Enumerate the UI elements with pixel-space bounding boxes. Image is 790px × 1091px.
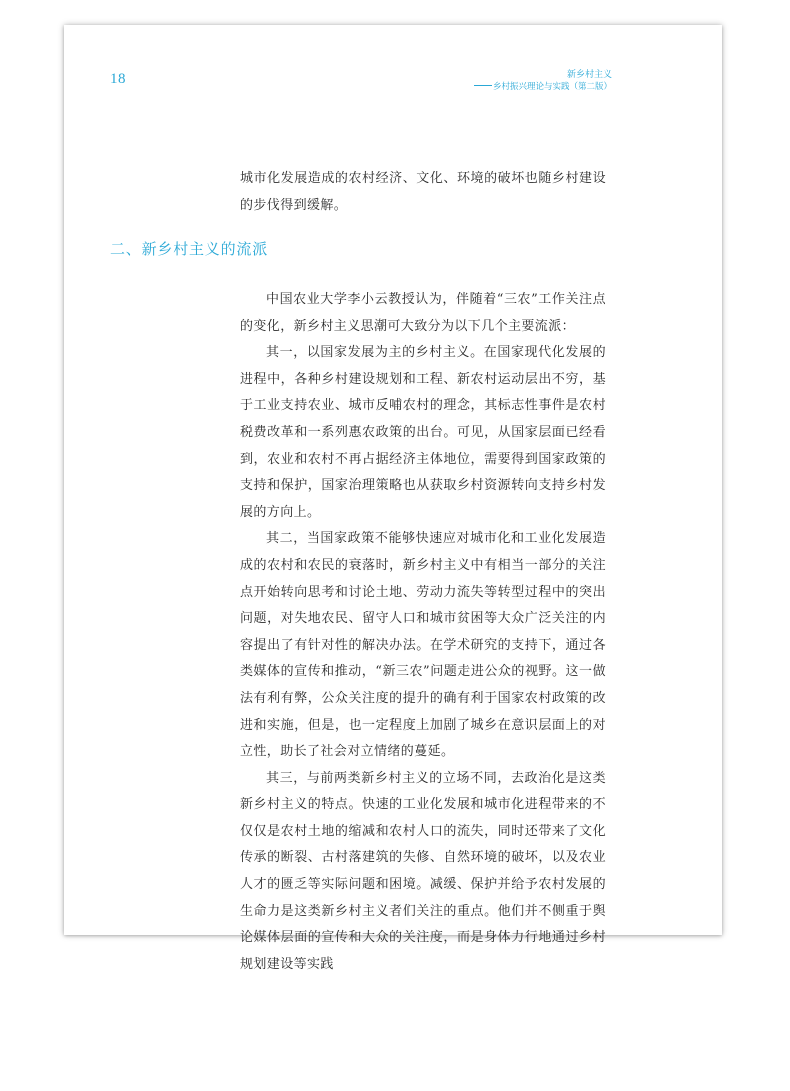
body-paragraph: 其二，当国家政策不能够快速应对城市化和工业化发展造成的农村和农民的衰落时，新乡村主义中有相当一部分的关注点开始转向思考和讨论土地、劳动力流失等转型过程中的突出问题，对失地农民、留守人口和城市贫困等大众广泛关注的内容提出了有针对性的解决办法。在学术研究的支持下，通过各类媒体的宣传和推动，“新三农”问题走进公众的视野。这一做法有利有弊，公众关注度的提升的确有利于国家农村政策的改进和实施，但是，也一定程度上加剧了城乡在意识层面上的对立性，助长了社会对立情绪的蔓延。 (240, 531, 606, 760)
header-dash-rule (474, 85, 492, 86)
continuation-text (240, 166, 606, 219)
body-paragraph: 中国农业大学李小云教授认为，伴随着“三农”工作关注点的变化，新乡村主义思潮可大致分为以下几个主要流派： (240, 292, 606, 334)
body-paragraph: 城市化发展造成的农村经济、文化、环境的破坏也随乡村建设的步伐得到缓解。 (240, 171, 606, 213)
section-heading: 二、新乡村主义的流派 (110, 240, 269, 258)
page-number: 18 (110, 71, 126, 87)
running-header-subtitle-row (474, 81, 612, 93)
running-header (474, 69, 612, 93)
book-page (64, 25, 722, 972)
running-header-book-title: 新乡村主义 (566, 70, 612, 80)
section-body (240, 287, 606, 978)
running-header-subtitle: 乡村振兴理论与实践（第二版） (492, 82, 612, 92)
body-paragraph: 其一，以国家发展为主的乡村主义。在国家现代化发展的进程中，各种乡村建设规划和工程、新农村运动层出不穷，基于工业支持农业、城市反哺农村的理念，其标志性事件是农村税费改革和一系列惠农政策的出台。可见，从国家层面已经看到，农业和农村不再占据经济主体地位，需要得到国家政策的支持和保护，国家治理策略也从获取乡村资源转向支持乡村发展的方向上。 (240, 345, 606, 520)
body-paragraph: 其三，与前两类新乡村主义的立场不同，去政治化是这类新乡村主义的特点。快速的工业化发展和城市化进程带来的不仅仅是农村土地的缩减和农村人口的流失，同时还带来了文化传承的断裂、古村落建筑的失修、自然环境的破坏，以及农业人才的匮乏等实际问题和困境。减缓、保护并给予农村发展的生命力是这类新乡村主义者们关注的重点。他们并不侧重于舆论媒体层面的宣传和大众的关注度，而是身体力行地通过乡村规划建设等实践 (240, 770, 606, 972)
